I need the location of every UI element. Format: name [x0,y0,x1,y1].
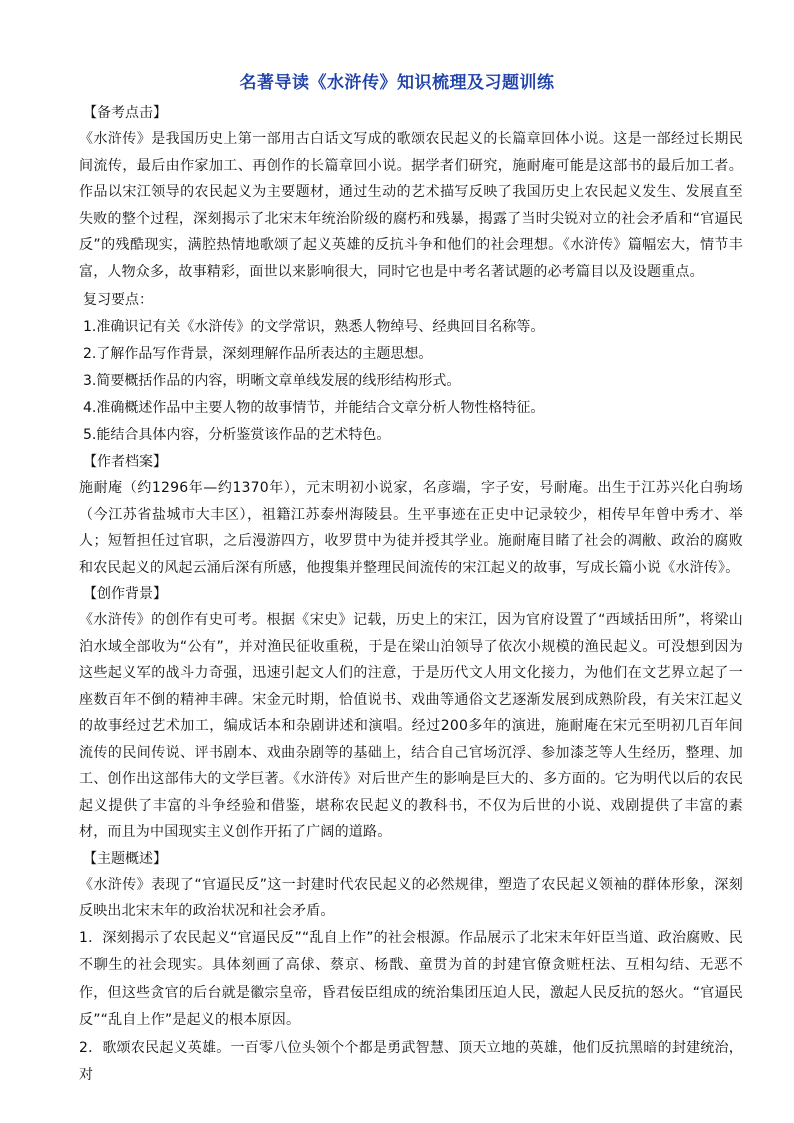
section-heading-author: 【作者档案】 [83,454,167,470]
paragraph-theme-point-2: 2．歌颂农民起义英雄。一百零八位头领个个都是勇武智慧、顶天立地的英雄，他们反抗黑暗的封建统治，对 [79,1039,743,1083]
review-point-4: 4.准确概述作品中主要人物的故事情节，并能结合文章分析人物性格特征。 [83,400,545,416]
review-label: 复习要点： [83,292,153,308]
section-beikao [79,100,743,449]
review-point-2: 2.了解作品写作背景，深刻理解作品所表达的主题思想。 [83,346,433,362]
section-heading-beikao: 【备考点击】 [83,105,167,121]
document-title: 名著导读《水浒传》知识梳理及习题训练 [239,73,555,93]
section-heading-theme: 【主题概述】 [83,850,167,867]
paragraph-background: 《水浒传》的创作有史可考。根据《宋史》记载，历史上的宋江，因为官府设置了“西域括田所”，将梁山泊水域全部收为“公有”，并对渔民征收重税，于是在梁山泊领导了依次小规模的渔民起义。可没想到因为这些起义军的战斗力奇强，迅速引起文人们的注意，于是历代文人用文化接力，为他们在文艺界立起了一座数百年不倒的精神丰碑。宋金元时期，恰值说书、戏曲等通俗文艺逐渐发展到成熟阶段，有关宋江起义的故事经过艺术加工，编成话本和杂剧讲述和演唱。经过200多年的演进，施耐庵在宋元至明初几百年间流传的民间传说、评书剧本、戏曲杂剧等的基础上，结合自己官场沉浮、参加漆芝等人生经历，整理、加工、创作出这部伟大的文学巨著。《水浒传》对后世产生的影响是巨大的、多方面的。它为明代以后的农民起义提供了丰富的斗争经验和借鉴，堪称农民起义的教科书，不仅为后世的小说、戏剧提供了丰富的素材，而且为中国现实主义创作开拓了广阔的道路。 [79,612,743,840]
section-background [79,581,743,846]
section-heading-background: 【创作背景】 [83,586,167,602]
paragraph-theme-intro: 《水浒传》表现了“官逼民反”这一封建时代农民起义的必然规律，塑造了农民起义领袖的群体形象，深刻反映出北宋末年的政治状况和社会矛盾。 [79,876,743,919]
review-point-5: 5.能结合具体内容，分析鉴赏该作品的艺术特色。 [83,427,391,443]
section-author [79,449,743,581]
review-point-3: 3.简要概括作品的内容，明晰文章单线发展的线形结构形式。 [83,373,461,389]
review-point-1: 1.准确识记有关《水浒传》的文学常识，熟悉人物绰号、经典回目名称等。 [83,319,545,335]
paragraph-theme-point-1: 1．深刻揭示了农民起义“官逼民反”“乱自上作”的社会根源。作品展示了北宋末年奸臣当道、政治腐败、民不聊生的社会现实。具体刻画了高俅、蔡京、杨戬、童贯为首的封建官僚贪赃枉法、互相勾结、无恶不作，但这些贪官的后台就是徽宗皇帝，昏君佞臣组成的统治集团压迫人民，激起人民反抗的怒火。“官逼民反”“乱自上作”是起义的根本原因。 [79,929,743,1028]
paragraph-beikao: 《水浒传》是我国历史上第一部用古白话文写成的歌颂农民起义的长篇章回体小说。这是一部经过长期民间流传，最后由作家加工、再创作的长篇章回小说。据学者们研究，施耐庵可能是这部书的最后加工者。作品以宋江领导的农民起义为主要题材，通过生动的艺术描写反映了我国历史上农民起义发生、发展直至失败的整个过程，深刻揭示了北宋末年统治阶级的腐朽和残暴，揭露了当时尖锐对立的社会矛盾和“官逼民反”的残酷现实，满腔热情地歌颂了起义英雄的反抗斗争和他们的社会理想。《水浒传》篇幅宏大，情节丰富，人物众多，故事精彩，面世以来影响很大，同时它也是中考名著试题的必考篇目以及设题重点。 [79,131,743,280]
section-theme [79,846,743,1090]
document-body [79,100,743,1090]
paragraph-author: 施耐庵（约1296年—约1370年），元末明初小说家，名彦端，字子安，号耐庵。出生于江苏兴化白驹场（今江苏省盐城市大丰区），祖籍江苏泰州海陵县。生平事迹在正史中记录较少，相传早年曾中秀才、举人；短暂担任过官职，之后漫游四方，收罗贯中为徒并授其学业。施耐庵目睹了社会的凋敝、政治的腐败和农民起义的风起云涌后深有所感，他搜集并整理民间流传的宋江起义的故事，写成长篇小说《水浒传》。 [79,480,743,576]
